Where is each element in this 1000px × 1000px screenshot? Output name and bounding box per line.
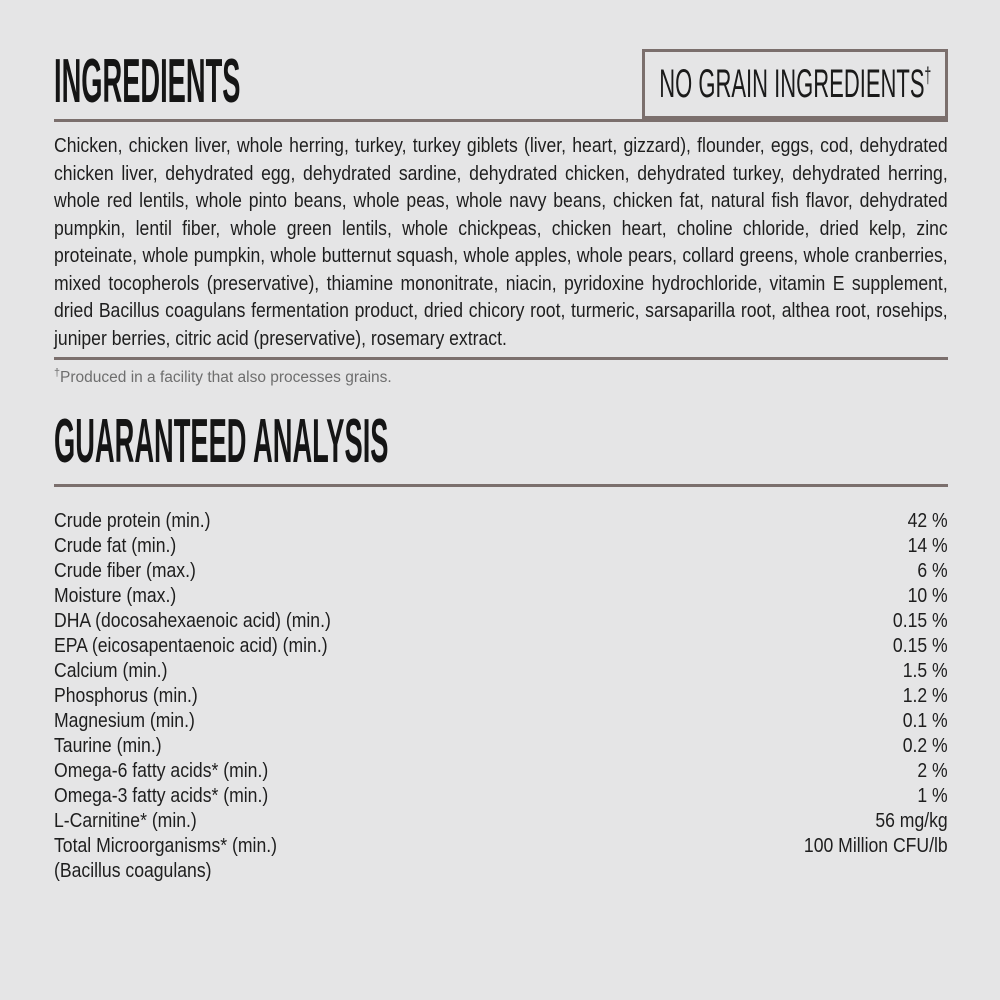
analysis-row	[54, 784, 948, 809]
analysis-row-label: Crude protein (min.)	[54, 510, 211, 532]
analysis-row-label: DHA (docosahexaenoic acid) (min.)	[54, 610, 331, 632]
analysis-row-value: 56 mg/kg	[875, 810, 948, 832]
footnote-dagger-mark: †	[54, 366, 61, 379]
guaranteed-analysis-title: GUARANTEED ANALYSIS	[54, 407, 389, 476]
analysis-row-value: 6 %	[917, 560, 948, 582]
analysis-row-label: L-Carnitine* (min.)	[54, 810, 197, 832]
dagger-mark: †	[924, 62, 931, 88]
analysis-row	[54, 809, 948, 834]
ingredients-list-text: Chicken, chicken liver, whole herring, turkey, turkey giblets (liver, heart, gizzard), flounder, eggs, cod, dehydrated chicken liver, dehydrated egg, dehydrated sardine, dehydrated chicken, dehydrated turkey, dehydrated herring, whole red lentils, whole pinto beans, whole peas, whole navy beans, chicken fat, natural fish flavor, dehydrated pumpkin, lentil fiber, whole green lentils, whole chickpeas, chicken heart, choline chloride, dried kelp, zinc proteinate, whole pumpkin, whole butternut squash, whole apples, whole pears, collard greens, whole cranberries, mixed tocopherols (preservative), thiamine mononitrate, niacin, pyridoxine hydrochloride, vitamin E supplement, dried Bacillus coagulans fermentation product, dried chicory root, turmeric, sarsaparilla root, althea root, rosehips, juniper berries, citric acid (preservative), rosemary extract.	[54, 135, 948, 350]
analysis-row-label: Magnesium (min.)	[54, 710, 195, 732]
analysis-row-value: 2 %	[917, 760, 948, 782]
analysis-row-label: Phosphorus (min.)	[54, 685, 198, 707]
analysis-row	[54, 634, 948, 659]
analysis-row	[54, 609, 948, 634]
analysis-row-value: 0.2 %	[902, 735, 948, 757]
analysis-row-label: Total Microorganisms* (min.)	[54, 835, 277, 857]
analysis-row	[54, 534, 948, 559]
analysis-row-value: 100 Million CFU/lb	[803, 835, 948, 857]
analysis-row-value: 0.15 %	[892, 635, 948, 657]
analysis-row	[54, 859, 948, 884]
analysis-row	[54, 834, 948, 859]
footnote-text: Produced in a facility that also processes grains.	[60, 369, 392, 386]
ingredients-title: INGREDIENTS	[54, 47, 241, 116]
analysis-row-value: 42 %	[907, 510, 948, 532]
no-grain-badge-label	[659, 64, 931, 104]
analysis-row	[54, 584, 948, 609]
analysis-row	[54, 709, 948, 734]
analysis-row-value: 0.1 %	[902, 710, 948, 732]
analysis-row-value: 0.15 %	[892, 610, 948, 632]
no-grain-badge	[642, 49, 948, 119]
ingredients-header	[54, 0, 948, 122]
divider-rule	[54, 357, 948, 360]
analysis-row-label: Taurine (min.)	[54, 735, 162, 757]
analysis-row-label: Omega-6 fatty acids* (min.)	[54, 760, 269, 782]
analysis-row-label: (Bacillus coagulans)	[54, 860, 212, 882]
analysis-row	[54, 734, 948, 759]
analysis-row-label: Moisture (max.)	[54, 585, 177, 607]
analysis-row-label: Crude fat (min.)	[54, 535, 177, 557]
analysis-row-value: 10 %	[907, 585, 948, 607]
guaranteed-analysis-header	[54, 407, 948, 487]
analysis-row	[54, 759, 948, 784]
analysis-row-value: 14 %	[907, 535, 948, 557]
analysis-row-label: EPA (eicosapentaenoic acid) (min.)	[54, 635, 328, 657]
guaranteed-analysis-table	[54, 509, 948, 884]
analysis-row	[54, 559, 948, 584]
no-grain-badge-text: NO GRAIN INGREDIENTS	[659, 62, 925, 106]
analysis-row	[54, 684, 948, 709]
analysis-row	[54, 659, 948, 684]
analysis-row-value: 1 %	[917, 785, 948, 807]
analysis-row-label: Omega-3 fatty acids* (min.)	[54, 785, 269, 807]
analysis-row-label: Crude fiber (max.)	[54, 560, 196, 582]
analysis-row	[54, 509, 948, 534]
analysis-row-value: 1.2 %	[902, 685, 948, 707]
analysis-row-label: Calcium (min.)	[54, 660, 168, 682]
grain-facility-footnote	[54, 368, 948, 388]
analysis-row-value: 1.5 %	[902, 660, 948, 682]
